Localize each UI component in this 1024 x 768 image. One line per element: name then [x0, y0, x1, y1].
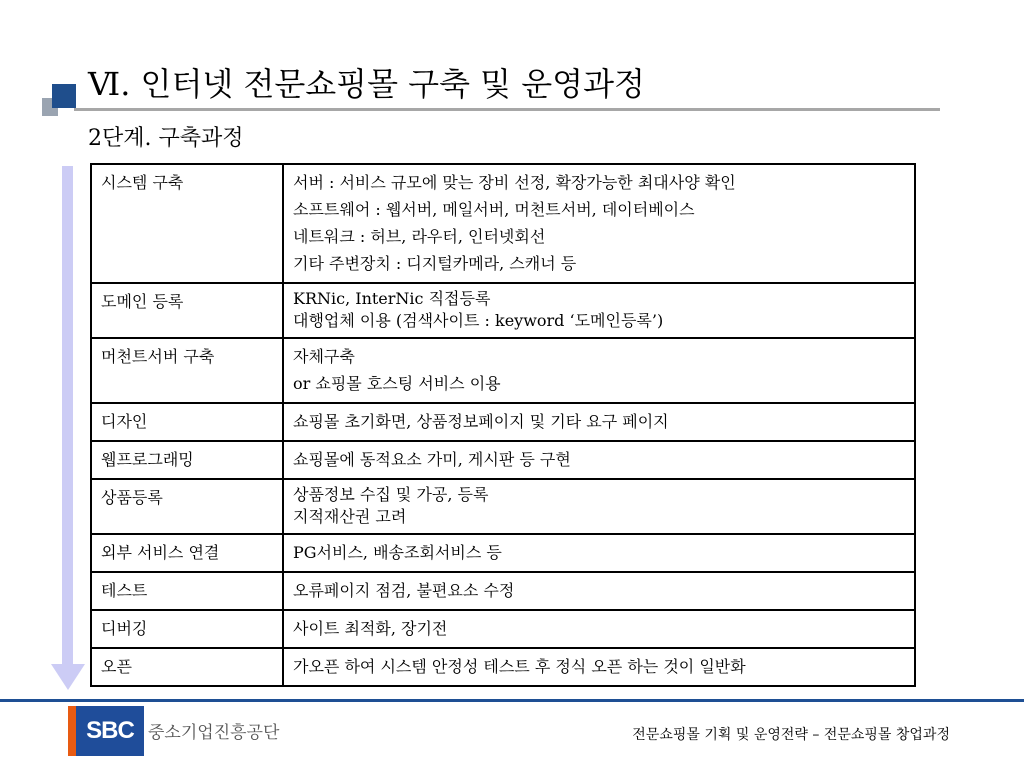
logo-orange-bar [68, 706, 76, 756]
table-row [91, 403, 915, 441]
table-row [91, 164, 915, 283]
table-row [91, 479, 915, 534]
description-line: 소프트웨어 : 웹서버, 메일서버, 머천트서버, 데이터베이스 [293, 200, 695, 219]
down-arrow-shaft [62, 166, 73, 670]
organization-name: 중소기업진흥공단 [148, 723, 280, 743]
description-line: 지적재산권 고려 [293, 507, 407, 526]
step-cell: 디버깅 [91, 610, 283, 648]
table-row [91, 338, 915, 403]
table-row [91, 534, 915, 572]
slide-subtitle: 2단계. 구축과정 [88, 126, 244, 151]
title-decoration-square-dark [52, 84, 76, 108]
description-cell [283, 610, 915, 648]
description-cell [283, 534, 915, 572]
table-row [91, 572, 915, 610]
footer-rule [0, 699, 1024, 702]
down-arrow-head [51, 664, 85, 690]
sbc-logo [68, 706, 144, 756]
table-row [91, 648, 915, 686]
table-row [91, 610, 915, 648]
description-cell [283, 403, 915, 441]
description-line: 대행업체 이용 (검색사이트 : keyword ‘도메인등록’) [293, 311, 664, 330]
description-line: PG서비스, 배송조회서비스 등 [293, 543, 502, 562]
description-cell [283, 648, 915, 686]
description-line: KRNic, InterNic 직접등록 [293, 289, 491, 308]
description-cell [283, 479, 915, 534]
description-cell [283, 283, 915, 338]
step-cell: 도메인 등록 [91, 283, 283, 338]
description-cell [283, 164, 915, 283]
step-cell: 시스템 구축 [91, 164, 283, 283]
description-line: 오류페이지 점검, 불편요소 수정 [293, 581, 515, 600]
description-line: or 쇼핑몰 호스팅 서비스 이용 [293, 374, 501, 393]
step-cell: 테스트 [91, 572, 283, 610]
description-line: 사이트 최적화, 장기전 [293, 619, 448, 638]
step-cell: 오픈 [91, 648, 283, 686]
description-line: 서버 : 서비스 규모에 맞는 장비 선정, 확장가능한 최대사양 확인 [293, 173, 736, 192]
title-underline [74, 108, 940, 111]
table-row [91, 441, 915, 479]
description-line: 가오픈 하여 시스템 안정성 테스트 후 정식 오픈 하는 것이 일반화 [293, 657, 746, 676]
description-cell [283, 338, 915, 403]
step-cell: 외부 서비스 연결 [91, 534, 283, 572]
description-line: 상품정보 수집 및 가공, 등록 [293, 485, 489, 504]
logo-text: SBC [76, 706, 144, 756]
description-line: 네트워크 : 허브, 라우터, 인터넷회선 [293, 227, 546, 246]
footer-caption: 전문쇼핑몰 기획 및 운영전략 – 전문쇼핑몰 창업과정 [632, 727, 950, 743]
description-line: 자체구축 [293, 347, 355, 366]
step-cell: 디자인 [91, 403, 283, 441]
step-cell: 머천트서버 구축 [91, 338, 283, 403]
description-line: 쇼핑몰 초기화면, 상품정보페이지 및 기타 요구 페이지 [293, 412, 669, 431]
description-cell [283, 572, 915, 610]
process-table [90, 163, 916, 687]
step-cell: 웹프로그래밍 [91, 441, 283, 479]
slide-title: Ⅵ. 인터넷 전문쇼핑몰 구축 및 운영과정 [88, 65, 645, 103]
description-line: 쇼핑몰에 동적요소 가미, 게시판 등 구현 [293, 450, 571, 469]
step-cell: 상품등록 [91, 479, 283, 534]
table-row [91, 283, 915, 338]
description-line: 기타 주변장치 : 디지털카메라, 스캐너 등 [293, 254, 577, 273]
description-cell [283, 441, 915, 479]
